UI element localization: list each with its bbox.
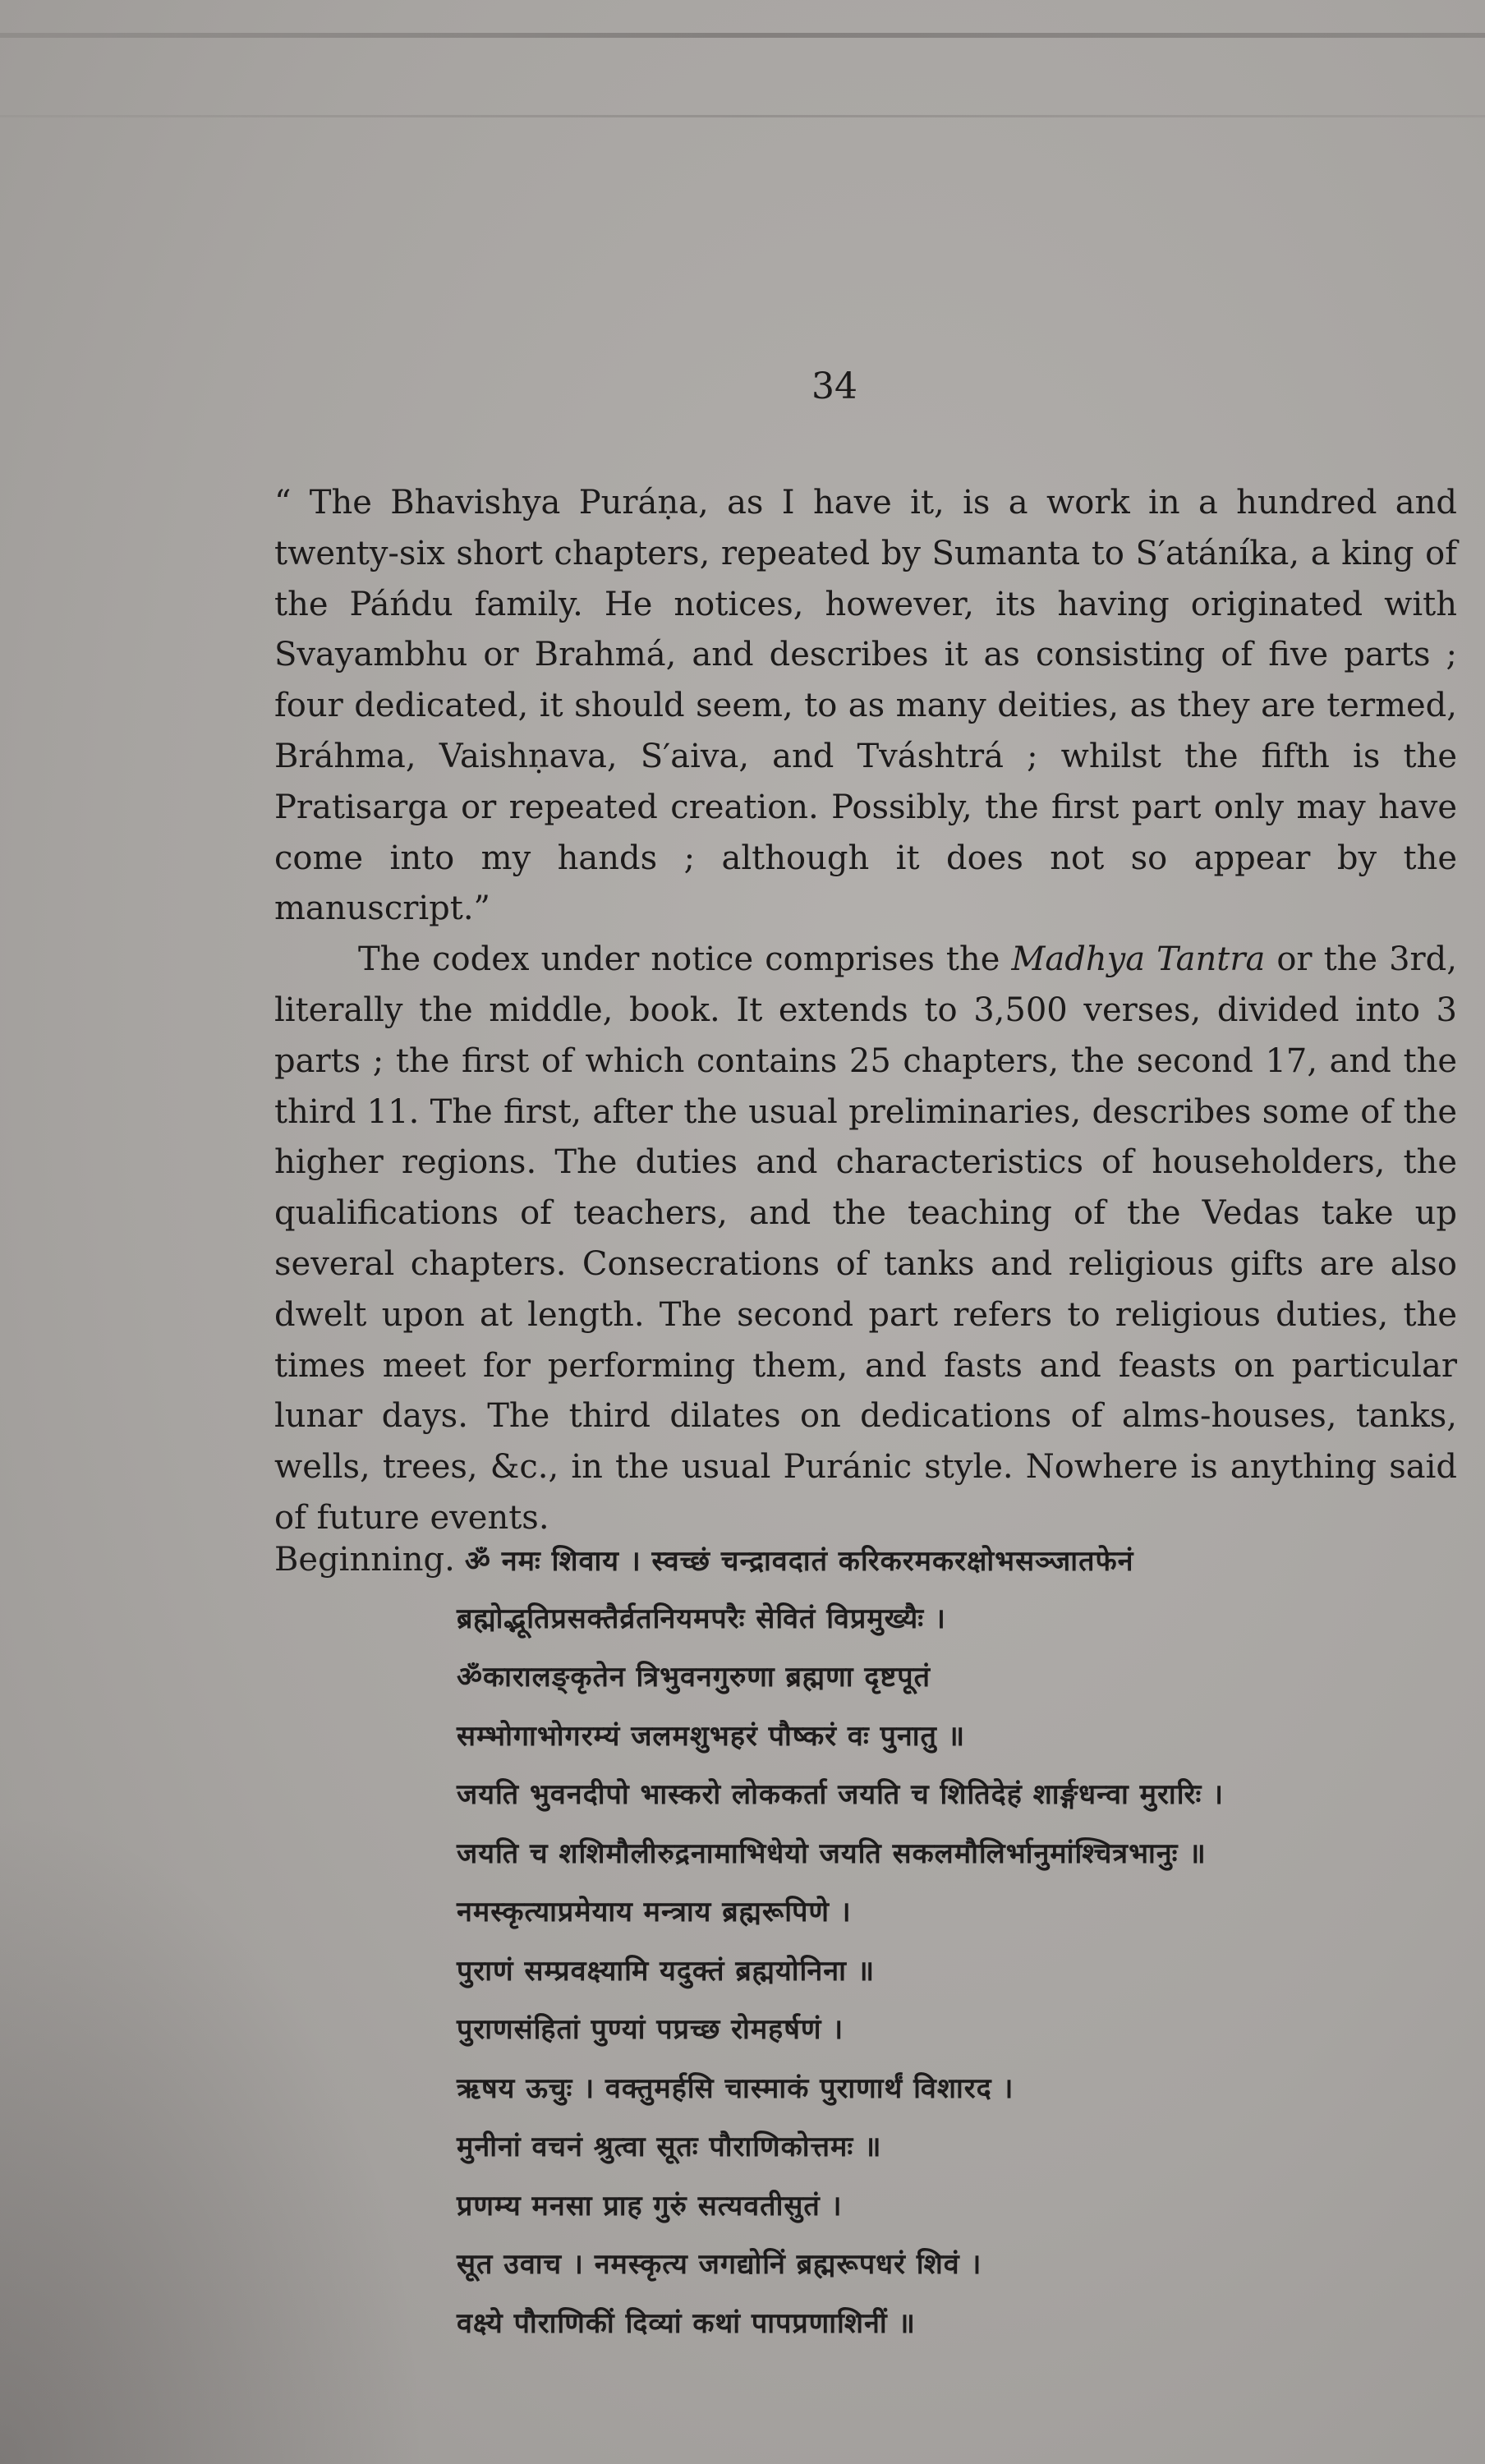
- sanskrit-line: नमस्कृत्याप्रमेयाय मन्त्राय ब्रह्मरूपिणे ।: [457, 1896, 852, 1928]
- sanskrit-line: [274, 1531, 1457, 1590]
- sanskrit-line: सूत उवाच । नमस्कृत्य जगद्योनिं ब्रह्मरूपधरं शिवं ।: [457, 2248, 982, 2281]
- paragraph-codex-text: The codex under notice comprises the Madhya Tantra or the 3rd, literally the middle, book. It extends to 3,500 verses, divided into 3 parts ; the first of which contains 25 chapters, the second 17, and the third 11. The first, after the usual preliminaries, describes some of the higher regions. The duties and characteristics of householders, the qualifications of teachers, and the teaching of the Vedas take up several chapters. Consecrations of tanks and religious gifts are also dwelt upon at length. The second part refers to religious duties, the times meet for performing them, and fasts and feasts on particular lunar days. The third dilates on dedications of alms-houses, tanks, wells, trees, &c., in the usual Puránic style. Nowhere is anything said of future events.: [274, 940, 1457, 1537]
- sanskrit-line-text: ॐ नमः शिवाय । स्वच्छं चन्द्रावदातं करिकरमकरक्षोभसञ्जातफेनं: [464, 1545, 1134, 1578]
- sanskrit-line: पुराणसंहितां पुण्यां पप्रच्छ रोमहर्षणं ।: [457, 2013, 844, 2046]
- sanskrit-line: पुराणं सम्प्रवक्ष्यामि यदुक्तं ब्रह्मयोनिना ॥: [457, 1954, 876, 1988]
- sanskrit-line: जयति भुवनदीपो भास्करो लोककर्ता जयति च शितिदेहं शार्ङ्गधन्वा मुरारिः ।: [457, 1778, 1225, 1811]
- sanskrit-line: वक्ष्ये पौराणिकीं दिव्यां कथां पापप्रणाशिनीं ॥: [457, 2306, 916, 2340]
- page-edge-shadow: [0, 33, 1485, 38]
- beginning-label: Beginning.: [274, 1541, 455, 1579]
- sanskrit-line: ब्रह्मोद्भूतिप्रसक्तैर्व्रतनियमपरैः सेवितं विप्रमुख्यैः ।: [457, 1602, 946, 1635]
- work-title-italic: Madhya Tantra: [1011, 940, 1266, 979]
- sanskrit-line: जयति च शशिमौलीरुद्रनामाभिधेयो जयति सकलमौलिर्भानुमांश्चित्रभानुः ॥: [457, 1837, 1207, 1870]
- sanskrit-beginning: [274, 1531, 1457, 2353]
- sanskrit-line: सम्भोगाभोगरम्यं जलमशुभहरं पौष्करं वः पुनातु ॥: [457, 1719, 966, 1753]
- sanskrit-line: मुनीनां वचनं श्रुत्वा सूतः पौराणिकोत्तमः ॥: [457, 2131, 882, 2163]
- sanskrit-line: ऋषय ऊचुः । वक्तुमर्हसि चास्माकं पुराणार्थं विशारद ।: [457, 2071, 1014, 2105]
- page-edge-line: [0, 115, 1485, 117]
- sanskrit-line: ॐकारालङ्कृतेन त्रिभुवनगुरुणा ब्रह्मणा दृष्टपूतं: [457, 1661, 931, 1694]
- paragraph-codex: [274, 935, 1457, 1544]
- paragraph-quote: “ The Bhavishya Puráṇa, as I have it, is a work in a hundred and twenty-six short chapters, repeated by Sumanta to S′atáníka, a king of the Páńdu family. He notices, however, its having originated with Svayambhu or Brahmá, and describes it as consisting of five parts ; four dedicated, it should seem, to as many deities, as they are termed, Bráhma, Vaishṇava, S′aiva, and Tváshtrá ; whilst the fifth is the Pratisarga or repeated creation. Possibly, the first part only may have come into my hands ; although it does not so appear by the manuscript.”: [274, 484, 1457, 928]
- body-text: [274, 478, 1457, 1544]
- sanskrit-line: प्रणम्य मनसा प्राह गुरुं सत्यवतीसुतं ।: [457, 2189, 843, 2223]
- page-number: 34: [811, 365, 857, 407]
